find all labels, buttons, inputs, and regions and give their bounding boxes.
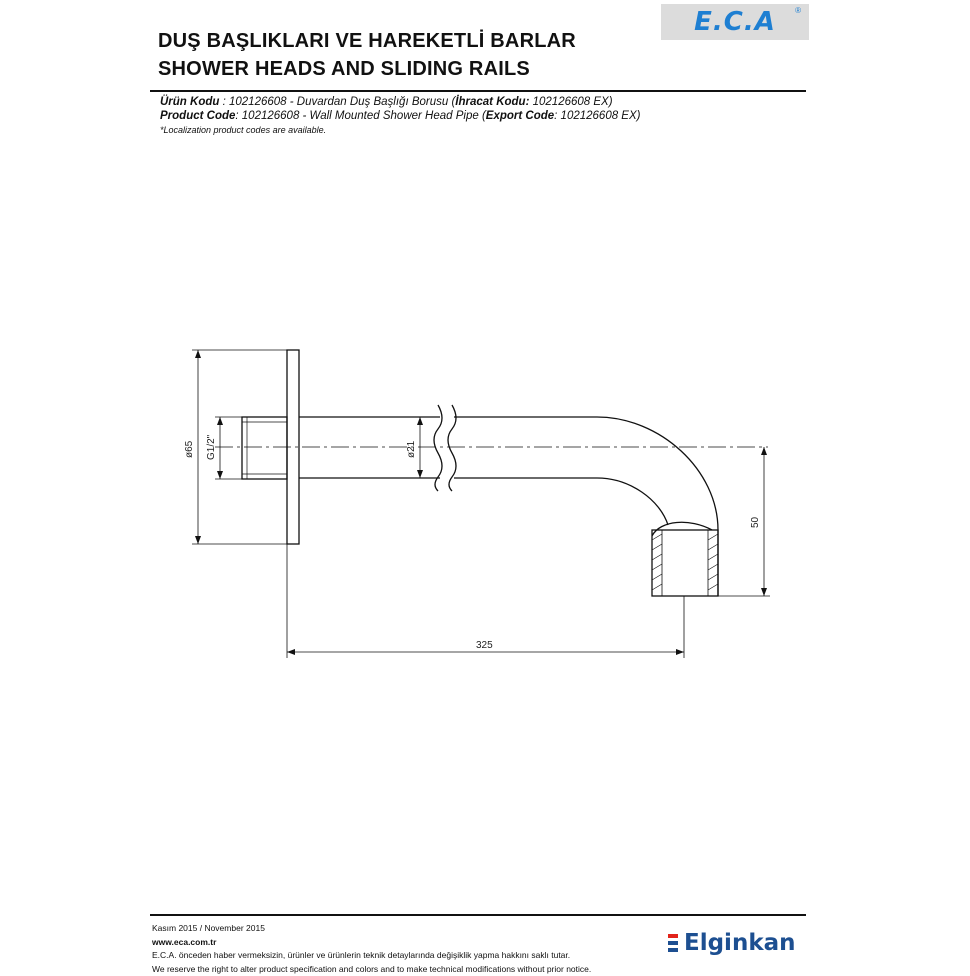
height-label: 50 bbox=[750, 516, 761, 528]
flange-diameter-label: ø65 bbox=[184, 440, 195, 458]
footer-date: Kasım 2015 / November 2015 bbox=[152, 922, 591, 936]
product-code-en: Product Code: 102126608 - Wall Mounted Shower Head Pipe (Export Code: 102126608 EX) bbox=[160, 109, 640, 123]
length-label: 325 bbox=[476, 640, 493, 651]
footer-disclaimer-en: We reserve the right to alter product specification and colors and to make technical modifications without prior notice. bbox=[152, 963, 591, 976]
eca-logo-text: E.C.A bbox=[694, 7, 776, 37]
title-english: SHOWER HEADS AND SLIDING RAILS bbox=[158, 58, 530, 81]
elginkan-mark-icon bbox=[668, 934, 678, 952]
registered-mark: ® bbox=[795, 6, 801, 15]
footer-disclaimer-tr: E.C.A. önceden haber vermeksizin, ürünler ve ürünlerin teknik detaylarında değişiklik yapma hakkını saklı tutar. bbox=[152, 949, 591, 963]
pipe-diameter-label: ø21 bbox=[406, 440, 417, 458]
title-turkish: DUŞ BAŞLIKLARI VE HAREKETLİ BARLAR bbox=[158, 30, 576, 53]
elginkan-logo bbox=[668, 930, 796, 956]
product-code-tr: Ürün Kodu : 102126608 - Duvardan Duş Başlığı Borusu (İhracat Kodu: 102126608 EX) bbox=[160, 95, 640, 109]
thread-stub bbox=[242, 417, 287, 479]
footer bbox=[152, 922, 591, 976]
localization-note: *Localization product codes are available. bbox=[160, 123, 640, 137]
elginkan-name: Elginkan bbox=[684, 930, 796, 956]
footer-url[interactable]: www.eca.com.tr bbox=[152, 936, 591, 950]
footer-divider bbox=[150, 914, 806, 916]
thread-label: G1/2" bbox=[206, 434, 217, 460]
